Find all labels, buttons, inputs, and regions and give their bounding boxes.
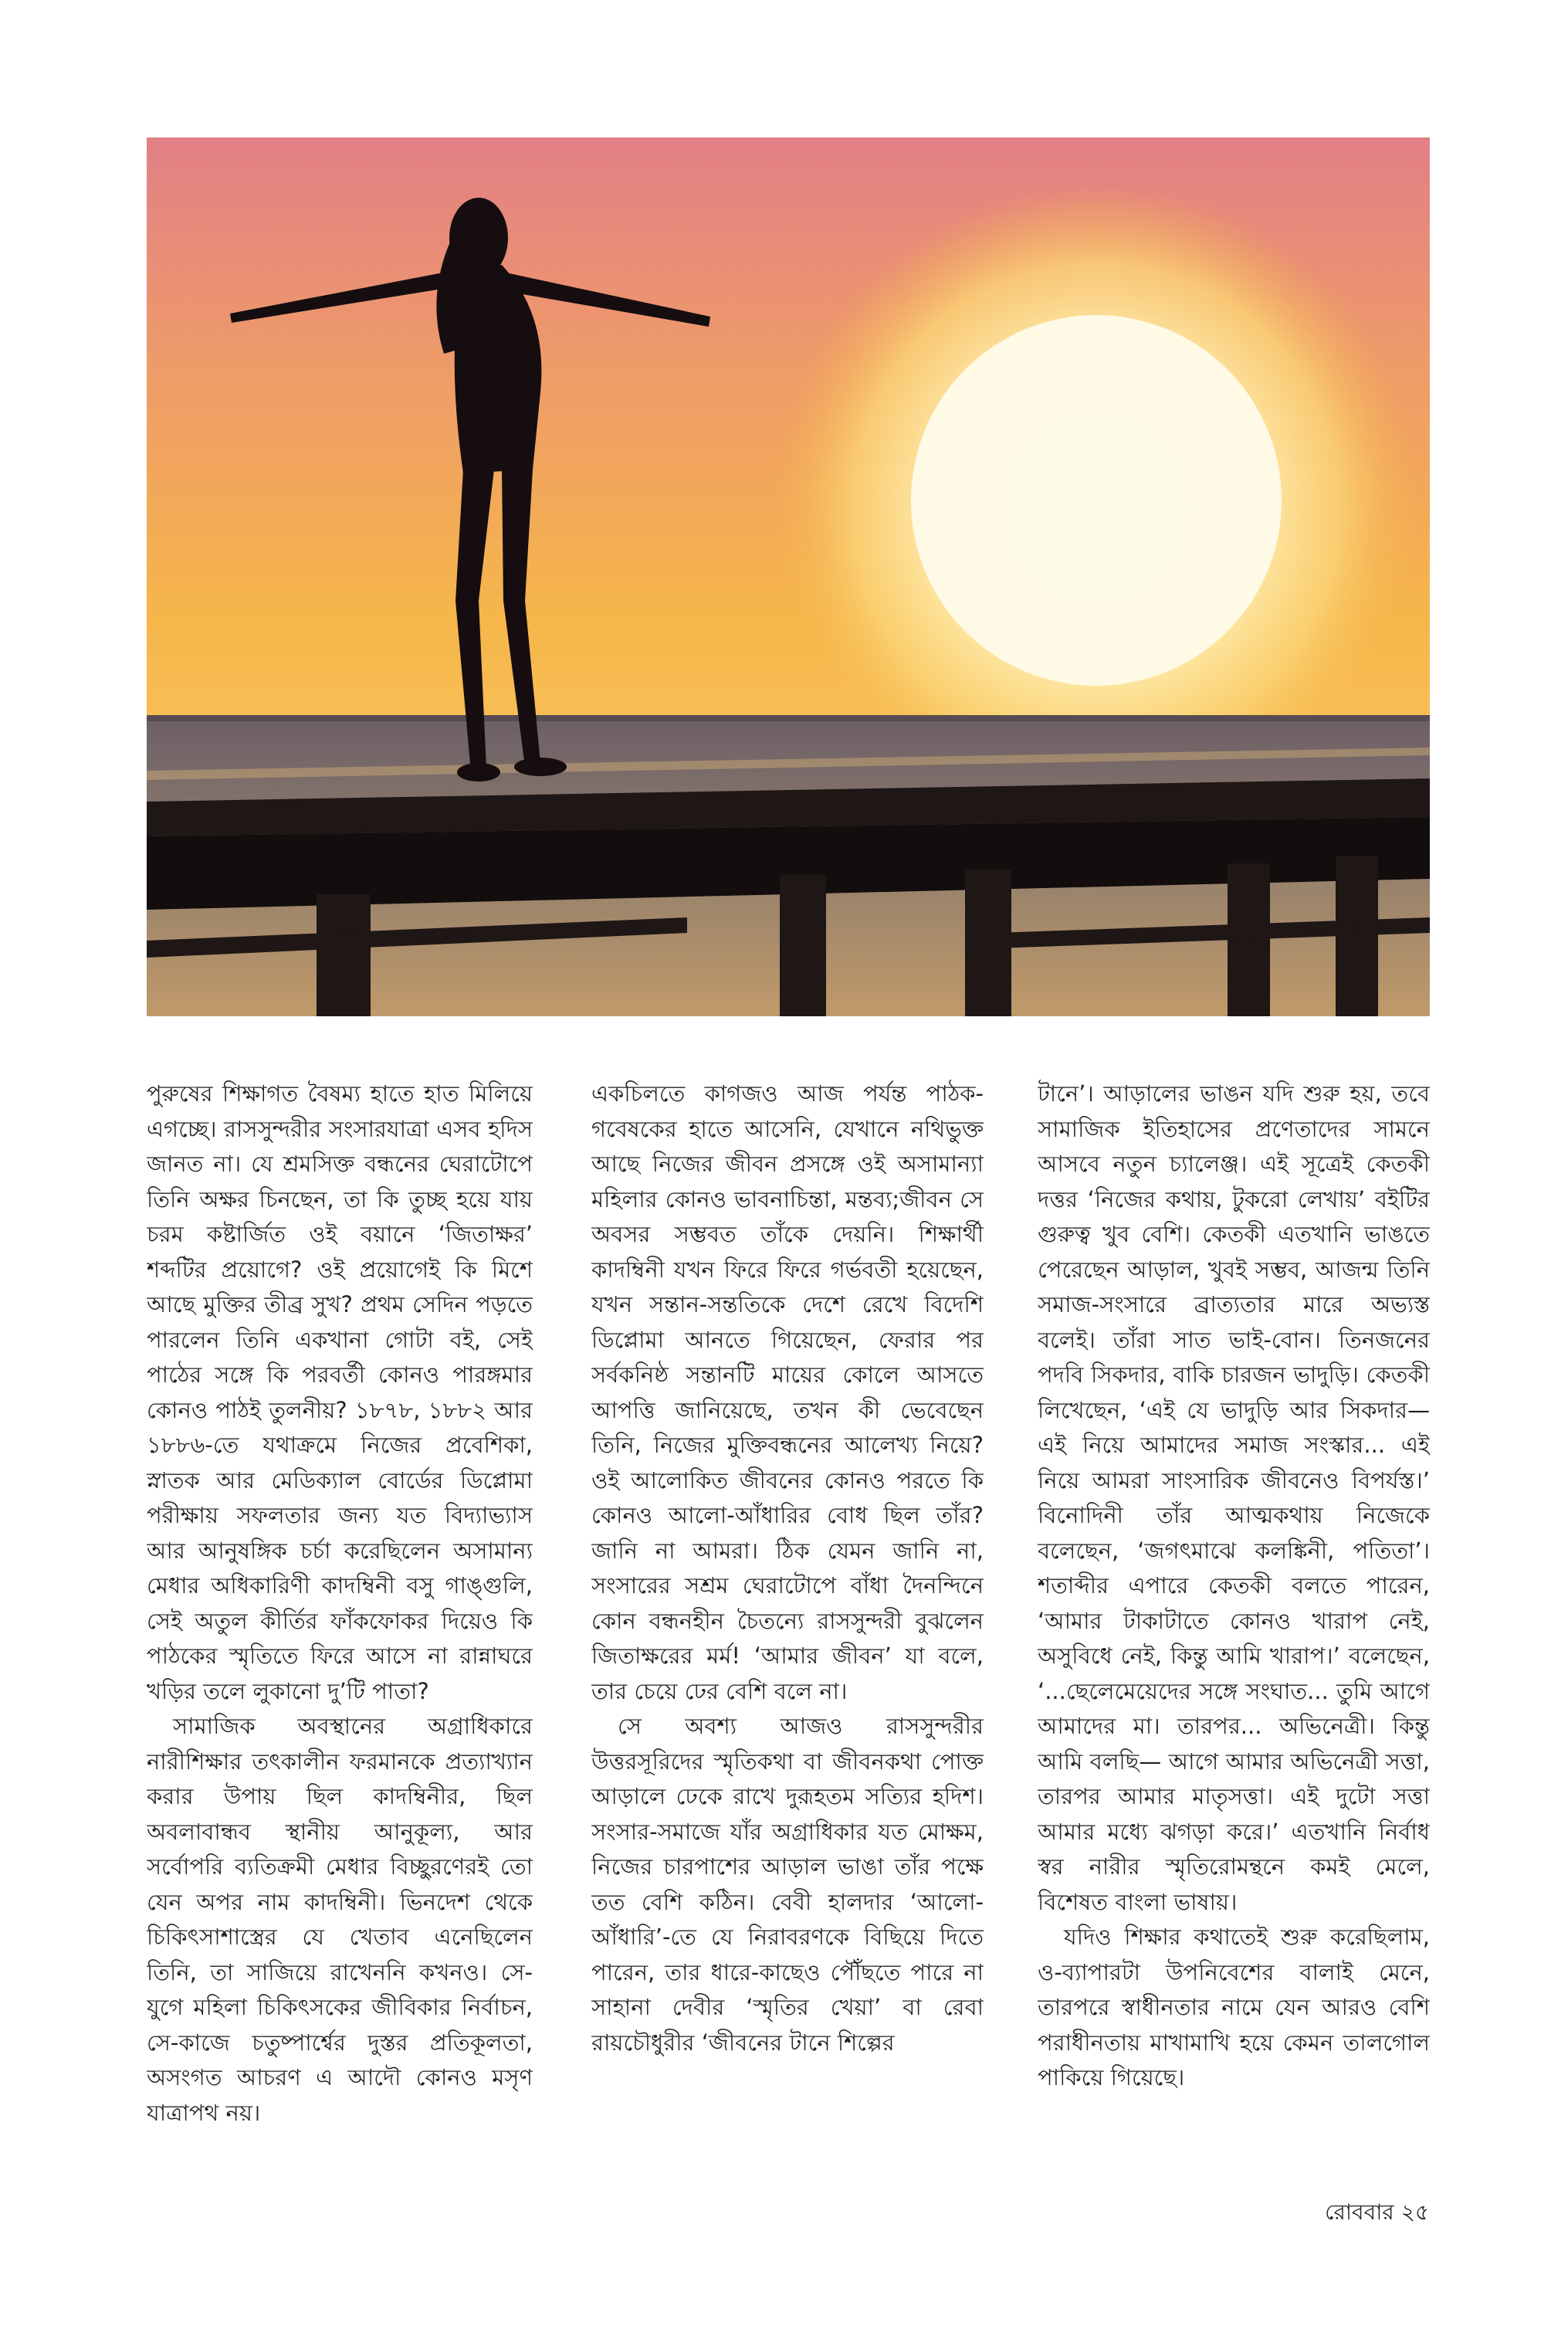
paragraph: সে অবশ্য আজও রাসসুন্দরীর উত্তরসূরিদের স্মৃতিকথা বা জীবনকথা পোক্ত আড়ালে ঢেকে রাখে দুরূহতম সত্যির হদিশ। সংসার-সমাজে যাঁর অগ্রাধিকার যত মোক্ষম, নিজের চারপাশের আড়াল ভাঙা তাঁর পক্ষে তত বেশি কঠিন। বেবী হালদার ‘আলো-আঁধারি’-তে যে নিরাবরণকে বিছিয়ে দিতে পারেন, তার ধারে-কাছেও পৌঁছতে পারে না সাহানা দেবীর ‘স্মৃতির খেয়া’ বা রেবা রায়চৌধুরীর ‘জীবনের টানে শিল্পের	[591, 1713, 984, 2056]
text-column-3	[1038, 1077, 1430, 2189]
paragraph: একচিলতে কাগজও আজ পর্যন্ত পাঠক-গবেষকের হাতে আসেনি, যেখানে নথিভুক্ত আছে নিজের জীবন প্রসঙ্গে ওই অসামান্যা মহিলার কোনও ভাবনাচিন্তা, মন্তব্য;জীবন সে অবসর সম্ভবত তাঁকে দেয়নি। শিক্ষার্থী কাদম্বিনী যখন ফিরে ফিরে গর্ভবতী হয়েছেন, যখন সন্তান-সন্ততিকে দেশে রেখে বিদেশি ডিপ্লোমা আনতে গিয়েছেন, ফেরার পর সর্বকনিষ্ঠ সন্তানটি মায়ের কোলে আসতে আপত্তি জানিয়েছে, তখন কী ভেবেছেন তিনি, নিজের মুক্তিবন্ধনের আলেখ্য নিয়ে? ওই আলোকিত জীবনের কোনও পরতে কি কোনও আলো-আঁধারির বোধ ছিল তাঁর? জানি না আমরা। ঠিক যেমন জানি না, সংসারের সশ্রম ঘেরাটোপে বাঁধা দৈনন্দিনে কোন বন্ধনহীন চৈতন্যে রাসসুন্দরী বুঝলেন জিতাক্ষরের মর্ম! ‘আমার জীবন’ যা বলে, তার চেয়ে ঢের বেশি বলে না।	[591, 1080, 984, 1704]
paragraph: যদিও শিক্ষার কথাতেই শুরু করেছিলাম, ও-ব্যাপারটা উপনিবেশের বালাই মেনে, তারপরে স্বাধীনতার নামে যেন আরও বেশি পরাধীনতায় মাখামাখি হয়ে কেমন তালগোল পাকিয়ে গিয়েছে।	[1038, 1924, 1430, 2090]
paragraph: সামাজিক অবস্থানের অগ্রাধিকারে নারীশিক্ষার তৎকালীন ফরমানকে প্রত্যাখ্যান করার উপায় ছিল কাদম্বিনীর, ছিল অবলাবান্ধব স্থানীয় আনুকূল্য, আর সর্বোপরি ব্যতিক্রমী মেধার বিচ্ছুরণেরই তো যেন অপর নাম কাদম্বিনী। ভিনদেশ থেকে চিকিৎসাশাস্ত্রের যে খেতাব এনেছিলেন তিনি, তা সাজিয়ে রাখেননি কখনও। সে-যুগে মহিলা চিকিৎসকের জীবিকার নির্বাচন, সে-কাজে চতুষ্পার্শ্বের দুস্তর প্রতিকূলতা, অসংগত আচরণ এ আদৌ কোনও মসৃণ যাত্রাপথ নয়।	[147, 1713, 533, 2126]
sun	[911, 315, 1282, 686]
pier	[147, 778, 1430, 1016]
page-folio: রোববার ২৫	[1325, 2199, 1429, 2225]
photo-illustration	[147, 137, 1430, 1016]
text-column-2	[591, 1077, 984, 2189]
text-column-1	[147, 1077, 533, 2189]
paragraph: টানে’। আড়ালের ভাঙন যদি শুরু হয়, তবে সামাজিক ইতিহাসের প্রণেতাদের সামনে আসবে নতুন চ্যালেঞ্জ। এই সূত্রেই কেতকী দত্তর ‘নিজের কথায়, টুকরো লেখায়’ বইটির গুরুত্ব খুব বেশি। কেতকী এতখানি ভাঙতে পেরেছেন আড়াল, খুবই সম্ভব, আজন্ম তিনি সমাজ-সংসারে ব্রাত্যতার মারে অভ্যস্ত বলেই। তাঁরা সাত ভাই-বোন। তিনজনের পদবি সিকদার, বাকি চারজন ভাদুড়ি। কেতকী লিখেছেন, ‘এই যে ভাদুড়ি আর সিকদার— এই নিয়ে আমাদের সমাজ সংস্কার... এই নিয়ে আমরা সাংসারিক জীবনেও বিপর্যস্ত।’ বিনোদিনী তাঁর আত্মকথায় নিজেকে বলেছেন, ‘জগৎমাঝে কলঙ্কিনী, পতিতা’। শতাব্দীর এপারে কেতকী বলতে পারেন, ‘আমার টাকাটাতে কোনও খারাপ নেই, অসুবিধে নেই, কিন্তু আমি খারাপ।’ বলেছেন, ‘...ছেলেমেয়েদের সঙ্গে সংঘাত... তুমি আগে আমাদের মা। তারপর... অভিনেত্রী। কিন্তু আমি বলছি— আগে আমার অভিনেত্রী সত্তা, তারপর আমার মাতৃসত্তা। এই দুটো সত্তা আমার মধ্যে ঝগড়া করে।’ এতখানি নির্বাধ স্বর নারীর স্মৃতিরোমন্থনে কমই মেলে, বিশেষত বাংলা ভাষায়।	[1038, 1080, 1430, 1915]
sunset-silhouette-photo	[147, 137, 1430, 1016]
paragraph: পুরুষের শিক্ষাগত বৈষম্য হাতে হাত মিলিয়ে এগচ্ছে। রাসসুন্দরীর সংসারযাত্রা এসব হদিস জানত না। যে শ্রমসিক্ত বন্ধনের ঘেরাটোপে তিনি অক্ষর চিনছেন, তা কি তুচ্ছ হয়ে যায় চরম কষ্টার্জিত ওই বয়ানে ‘জিতাক্ষর’ শব্দটির প্রয়োগে? ওই প্রয়োগেই কি মিশে আছে মুক্তির তীব্র সুখ? প্রথম সেদিন পড়তে পারলেন তিনি একখানা গোটা বই, সেই পাঠের সঙ্গে কি পরবর্তী কোনও পারঙ্গমার কোনও পাঠই তুলনীয়? ১৮৭৮, ১৮৮২ আর ১৮৮৬-তে যথাক্রমে নিজের প্রবেশিকা, স্নাতক আর মেডিক্যাল বোর্ডের ডিপ্লোমা পরীক্ষায় সফলতার জন্য যত বিদ্যাভ্যাস আর আনুষঙ্গিক চর্চা করেছিলেন অসামান্য মেধার অধিকারিণী কাদম্বিনী বসু গাঙ্গুলি, সেই অতুল কীর্তির ফাঁকফোকর দিয়েও কি পাঠকের স্মৃতিতে ফিরে আসে না রান্নাঘরে খড়ির তলে লুকানো দু’টি পাতা?	[147, 1080, 533, 1704]
